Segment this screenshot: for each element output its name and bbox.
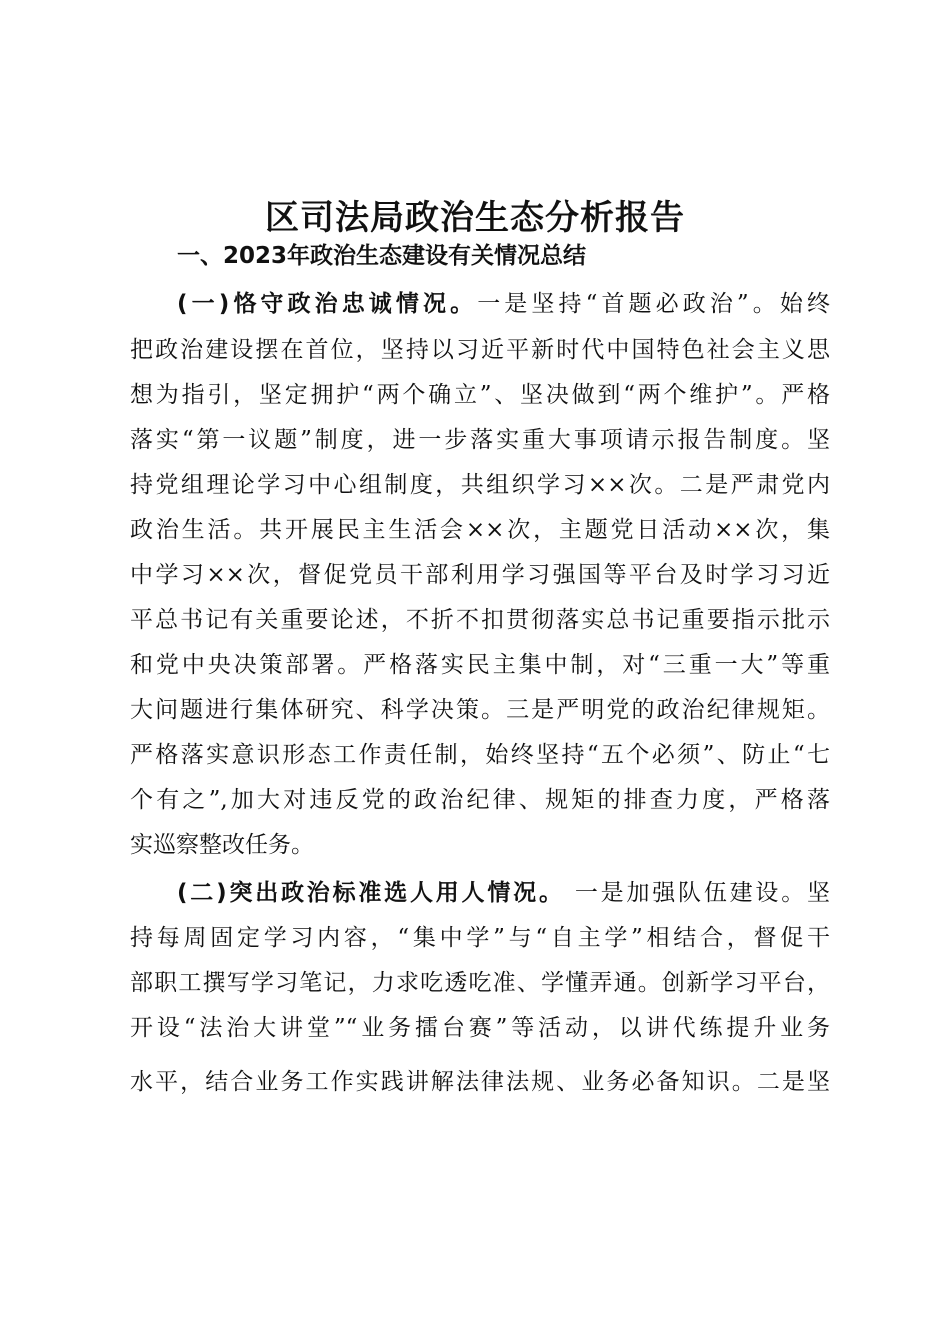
paragraph-line: 实巡察整改任务。 — [130, 832, 314, 858]
paragraph-lead: (一)恪守政治忠诚情况。 — [177, 291, 478, 317]
paragraph-line: 严格落实意识形态工作责任制，始终坚持“五个必须”、防止“七 — [130, 742, 830, 768]
paragraph-line: 个有之”,加大对违反党的政治纪律、规矩的排查力度，严格落 — [130, 787, 830, 813]
paragraph-line: 平总书记有关重要论述，不折不扣贯彻落实总书记重要指示批示 — [130, 607, 830, 633]
paragraph-line: 持每周固定学习内容，“集中学”与“自主学”相结合，督促干 — [130, 925, 830, 951]
paragraph-line: 把政治建设摆在首位，坚持以习近平新时代中国特色社会主义思 — [130, 337, 830, 363]
document-title: 区司法局政治生态分析报告 — [265, 198, 685, 238]
paragraph-line: 中学习××次，督促党员干部利用学习强国等平台及时学习习近 — [130, 562, 830, 588]
paragraph-line — [177, 877, 830, 909]
paragraph-line: 水平，结合业务工作实践讲解法律法规、业务必备知识。二是坚 — [130, 1069, 830, 1095]
paragraph-text: 一是坚持“首题必政治”。始终 — [477, 291, 830, 317]
paragraph-line: 政治生活。共开展民主生活会××次，主题党日活动××次，集 — [130, 517, 830, 543]
paragraph-line: 大问题进行集体研究、科学决策。三是严明党的政治纪律规矩。 — [130, 697, 830, 723]
paragraph-line: 部职工撰写学习笔记，力求吃透吃准、学懂弄通。创新学习平台， — [130, 970, 830, 996]
paragraph-line: 落实“第一议题”制度，进一步落实重大事项请示报告制度。坚 — [130, 427, 830, 453]
paragraph-line: 和党中央决策部署。严格落实民主集中制，对“三重一大”等重 — [130, 652, 830, 678]
paragraph-text: 一是加强队伍建设。坚 — [564, 880, 831, 906]
paragraph-line — [177, 288, 830, 320]
section-heading: 一、2023年政治生态建设有关情况总结 — [177, 243, 587, 269]
paragraph-lead: (二)突出政治标准选人用人情况。 — [177, 880, 565, 906]
paragraph-line: 持党组理论学习中心组制度，共组织学习××次。二是严肃党内 — [130, 472, 830, 498]
paragraph-line: 想为指引，坚定拥护“两个确立”、坚决做到“两个维护”。严格 — [130, 382, 830, 408]
paragraph-line: 开设“法治大讲堂”“业务擂台赛”等活动，以讲代练提升业务 — [130, 1015, 830, 1041]
